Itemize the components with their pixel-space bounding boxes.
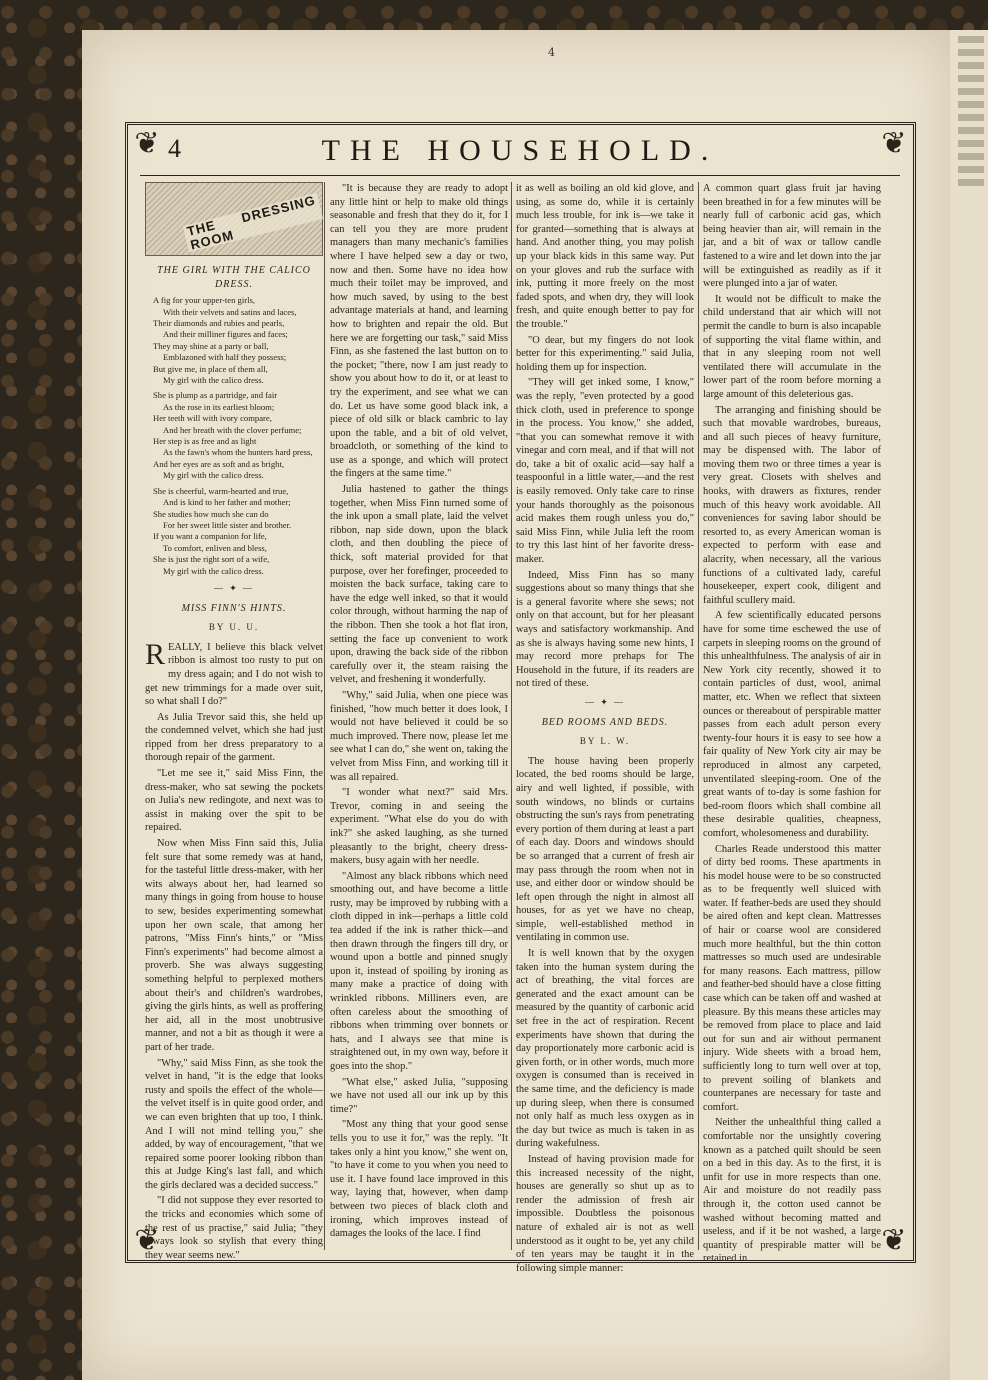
article-paragraph: It is well known that by the oxygen taken into the human system during the act of breathing, the vital forces are generated and the exact amount can be measured by the quantity of carbonic acid set free in the act of respiration. Recent experiments have shown that during the day proportionately more carbonic acid is given forth, or in other words, much more oxygen is consumed than is received in the same time, and the deficiency is made up during sleep, when there is consumed not only half as much less oxygen as in the day but twice as much is taken in as during wakefulness. (516, 948, 694, 1150)
poem-line: As the fawn's whom the hunters hard press, (163, 447, 313, 458)
article-paragraph: Neither the unhealthful thing called a comfortable nor the unsightly covering known as a patched quilt should be seen on a bed in this day. As to the first, it is unfit for use in more respects than one. Air and moisture do not readily pass through it, the cotton used cannot be washed without becoming matted and useless, and if it be not washed, a large quantity of prespirable matter will be retained in (703, 1117, 881, 1265)
poem-title: THE GIRL WITH THE CALICO DRESS. (157, 265, 311, 290)
poem-line: Her teeth will with ivory compare, (153, 413, 272, 424)
next-page-edge (950, 30, 988, 1380)
poem-line: She is cheerful, warm-hearted and true, (153, 485, 289, 496)
poem-line: Her step is as free and as light (153, 436, 257, 447)
column-rule (698, 182, 699, 1250)
poem-line: And her breath with the clover perfume; (163, 424, 302, 435)
masthead-rule (140, 175, 900, 176)
drop-cap: R (145, 637, 166, 671)
poem-line: My girl with the calico dress. (163, 565, 264, 576)
column-rule (511, 182, 512, 1250)
article-paragraph: "Why," said Julia, when one piece was finished, "how much better it does look, I would not have believed it could be so much improved. There now, please let me see what I can do," she went on, taking the velvet from Miss Finn, and working till it was all repaired. (330, 689, 508, 783)
article-paragraph: Now when Miss Finn said this, Julia felt sure that some remedy was at hand, for the tasteful little dress-maker, with her wits always about her, had learned so many things in going from house to house to sew, besides experimenting somewhat upon her own scale, that among her patrons, "Miss Finn's hints," or "Miss Finn's experiments" had become almost a proverb. She was always suggesting something helpful to perplexed mothers about their's and children's wardrobes, giving the girls hints, as well as proffering her aid, all in the most unobtrusive manner, and not a bit as though it were a part of her trade. (145, 838, 323, 1053)
column-3 (516, 182, 694, 1274)
corner-ornament-icon: ❦ (134, 126, 160, 161)
article-paragraph: The arranging and finishing should be such that movable wardrobes, bureaus, and all such pieces of heavy furniture, may be dispensed with. The labor of moving them two or three times a year is very great. Closets with shelves and hooks, with drawers as fixtures, render much of this heavy work avoidable. All conveniences for saving labor should be resorted to, as every American woman is expected to perform with ease and alacrity, when necessary, all the various functions of a cultivated lady, careful housekeeper, expert cook, diligent and faithful scullery maid. (703, 404, 881, 606)
article-paragraph (145, 637, 323, 709)
divider-ornament-icon: — ✦ — (213, 582, 255, 593)
poem-line: For her sweet little sister and brother. (163, 519, 292, 530)
article-paragraph: "Let me see it," said Miss Finn, the dress-maker, who sat sewing the pockets on Julia's new redingote, and next was to assist in making over the spit to be repaired. (145, 768, 323, 834)
article-paragraph: As Julia Trevor said this, she held up the condemned velvet, which she had just ripped from her dress preparatory to a thorough repair of the garment. (145, 711, 323, 764)
vignette-label: THE DRESSING ROOM (183, 193, 323, 253)
article-title: BED ROOMS AND BEDS. (541, 716, 669, 728)
article-paragraph: "Why," said Miss Finn, as she took the velvet in hand, "it is the edge that looks rusty and spoils the effect of the whole—the velvet itself is in quite good order, and we can even brighten that up too, I think. And I will not mind telling you," she added, by way of encouragement, "that we repaired some poorer looking ribbon than this at Judge King's last fall, and which the girls declared was a decided success." (145, 1057, 323, 1191)
article-paragraph: Instead of having provision made for this increased necessity of the night, houses are generally so shut up as to render the admission of fresh air impossible. Doubtless the poisonous nature of exhaled air is not as well understood as it ought to be, yet any child of ten years may be taught it in the following simple manner: (516, 1153, 694, 1274)
article-paragraph: A few scientifically educated persons have for some time eschewed the use of carpets in sleeping rooms on the ground of this unhealthfulness. The analysis of air in New York city recently, showed it to contain particles of dust, wool, animal matter, etc. When we reflect that sixteen ounces or thereabout of perspirable matter passes from each adult person every twenty-four hours it is easy to see how a fair quality of New York city air may be reproduced in almost any carpeted, unventilated sleeping-room. One of the great wants of to-day is some fashion for bed-room floors which shall combine all these desirable qualities, cheapness, comfort, wholesomeness and durability. (703, 610, 881, 839)
corner-ornament-icon: ❦ (134, 1223, 160, 1258)
corner-ornament-icon: ❦ (881, 1223, 907, 1258)
poem-line: As the rose in its earliest bloom; (163, 401, 275, 412)
poem-line: A fig for your upper-ten girls, (153, 295, 255, 306)
article-paragraph: "Most any thing that your good sense tells you to use it for," was the reply. "It takes only a hint you know," she went on, "to have it come to you when you need to use it. I have found lace improved in this way, laying that, however, when damp between two pieces of black cloth and ironing, which improves instead of damages the looks of the lace. I find (330, 1119, 508, 1240)
article-paragraph: "I wonder what next?" said Mrs. Trevor, coming in and seeing the experiment. "What else do you do with ink?" she asked laughing, as she turned pleasantly to the bright, cheery dress-makers, busy again with her needle. (330, 787, 508, 867)
article-paragraph: "I did not suppose they ever resorted to the tricks and economies which some of the rest of us practise," said Julia; "they always look so stylish that every thing they wear seems new." (145, 1195, 323, 1261)
masthead (160, 134, 880, 170)
poem-line: My girl with the calico dress. (163, 470, 264, 481)
poem-line: Their diamonds and rubies and pearls, (153, 318, 285, 328)
article-title: MISS FINN'S HINTS. (181, 602, 287, 614)
poem-line: If you want a companion for life, (153, 531, 267, 542)
article-paragraph: Julia hastened to gather the things together, when Miss Finn turned some of the ink upon a small plate, laid the velvet ribbon, nap side down, upon the black cloth, and then doubling the piece of thick, soft material provided for that purpose, over her forefinger, proceeded to moisten the back surface, taking care to have the edge well inked, so that it would color through, without harming the nap of the ribbon. Then she took a hot flat iron, setting the face up convenient to work upon, drawing the back side of the ribbon carefully over it, the steam raising the velvet, and freshening it wonderfully. (330, 484, 508, 686)
article-paragraph: it as well as boiling an old kid glove, and using, as some do, while it is certainly much less trouble, for ink is—we take it for granted—something that is always at hand. And another thing, you may polish up your black kids in this same way. Put on your gloves and rub the surface with ink, putting it more freely on the most faded spots, and when dry, they will look fresh, and quite enough better to pay for the trouble." (516, 183, 694, 330)
article-paragraph: Indeed, Miss Finn has so many suggestions about so many things that she is a general favorite where she sews; not only on that account, but for her pleasant ways and satisfactory workmanship. And as she is always having some new hints, I may record more prehaps for The Household in the future, if its readers are not tired of these. (516, 569, 694, 690)
poem-stanza (153, 486, 323, 577)
article-byline: BY U. U. (208, 622, 260, 633)
poem-line: Emblazoned with half they possess; (163, 352, 287, 363)
corner-ornament-icon: ❦ (881, 126, 907, 161)
poem (153, 295, 323, 577)
poem-stanza (153, 390, 323, 481)
folio-mark: 4 (548, 46, 555, 59)
poem-line: They may shine at a party or ball, (153, 340, 269, 351)
article-paragraph: A common quart glass fruit jar having been breathed in for a few minutes will be nearly full of carbonic acid gas, which being heavier than air, will remain in the jar, and a bit of wax or tallow candle fastened to a wire and let down into the jar will be extinguished as readily as if it were plunged into a jar of water. (703, 183, 881, 290)
article-paragraph: "It is because they are ready to adopt any little hint or help to make old things seasonable and fresh that they do it, for I can tell you they are more prudent managers than many mechanic's families where I have helped sew a day or two, now and then. Some have no idea how much their toilet may be improved, and how much saved, by using to the best advantage materials at hand, and learning how to brighten and repair the old. But here we are forgetting our task," said Miss Finn, as she fastened the last button on to the pocket; "there, now I am just ready to show you about how to do it, or at least to try the experiment, and see what we can do. Let us have some good black ink, a piece of old silk or black cambric to lay upon the table, and a bit of old velvet, broadcloth, or something of the kind to use as a sponge, and which will protect the fingers at the same time." (330, 183, 508, 480)
poem-line: She studies how much she can do (153, 508, 269, 519)
column-1 (145, 182, 323, 1261)
poem-line: And her eyes are as soft and as bright, (153, 458, 285, 469)
paragraph-text: EALLY, I believe this black velvet ribbon is almost too rusty to put on my dress again; and I do not wish to get new trimmings for a made over suit, so what shall I do?" (145, 641, 323, 708)
article-paragraph: "O dear, but my fingers do not look better for this experimenting." said Julia, holding them up for inspection. (516, 334, 694, 373)
dressing-room-vignette (145, 182, 323, 256)
newspaper-title: THE HOUSEHOLD. (321, 134, 719, 167)
poem-stanza (153, 295, 323, 386)
divider-ornament-icon: — ✦ — (584, 696, 626, 707)
article-byline: BY L. W. (579, 736, 631, 747)
poem-line: My girl with the calico dress. (163, 375, 264, 386)
poem-line: And is kind to her father and mother; (163, 497, 291, 508)
page-number: 4 (168, 134, 181, 163)
poem-line: To comfort, enliven and bless, (163, 542, 267, 553)
column-2 (330, 182, 508, 1252)
article-paragraph: "They will get inked some, I know," was the reply, "even protected by a good thick cloth, used in preference to sponge in the process. You know," she added, "that you can somewhat remove it with vinegar and corn meal, and if that will not do, take a bit of oxalic acid—say half a teaspoonful in a little water,—and the rest is easily removed. Only take care to rinse your hands thoroughly as the poisonous acid makes them rough unless you do," said Miss Finn, while Julia left the room to try this last hint of her favorite dress-maker. (516, 377, 694, 566)
poem-line: And their milliner figures and faces; (163, 329, 288, 340)
article-paragraph: The house having been properly located, the bed rooms should be large, airy and well lighted, if possible, with south windows, no blinds or curtains obstructing the sun's rays from penetrating every portion of them during at least a part of each day. Doors and windows should be so arranged that a current of fresh air may pass through the room when not in use, and either door or window should be left open through the night in almost all houses, for as yet we have no cheap, simple, well-established method in ventilating in common use. (516, 755, 694, 944)
article-paragraph: "Almost any black ribbons which need smoothing out, and have become a little rusty, may be improved by rubbing with a cloth dipped in ink—perhaps a little cold tea added if the ink is rather thick—and then drawn through the fingers till dry, or wound upon a bottle and pinned snugly upon it, instead of spoiling by ironing as many make a practice of doing with wrinkled ribbons. Milliners even, are often careless about the smoothing of ribbons when trimming over bonnets or hats, and I always see that mine is straightened out, in my own way, before it goes into the shop." (330, 870, 508, 1072)
column-4 (703, 182, 881, 1265)
column-rule (324, 182, 325, 1250)
poem-line: With their velvets and satins and laces, (163, 306, 297, 317)
poem-line: She is plump as a partridge, and fair (153, 390, 278, 401)
article-paragraph: "What else," asked Julia, "supposing we have not used all our ink up by this time?" (330, 1076, 508, 1115)
article-paragraph: It would not be difficult to make the child understand that air which will not permit the candle to burn is also incapable of supporting the vital flame within, and that in any sleeping room not well ventilated there will accumulate in the lower part of the room before morning a large amount of this deleterious gas. (703, 293, 881, 400)
article-paragraph: Charles Reade understood this matter of dirty bed rooms. These apartments in his model house were to be so constructed as to be frequently well sluiced with water. If feather-beds are used they should be aired often and kept clean. Mattresses of hair or coarse wool are considered much more healthful, but the thin cotton mattresses so much used are undesirable for many reasons. Each mattress, pillow and feather-bed should have a close fitting case which can be taken off and washed at pleasure. By this means these articles may be removed from place to place and laid out for sun and air without permanent injury. Wide sheets with a broad hem, sufficiently long to turn well over at top, to prevent soiling of blankets and counterpanes are necessary for taste and comfort. (703, 843, 881, 1113)
poem-line: She is just the right sort of a wife, (153, 554, 270, 565)
poem-line: But give me, in place of them all, (153, 363, 268, 374)
